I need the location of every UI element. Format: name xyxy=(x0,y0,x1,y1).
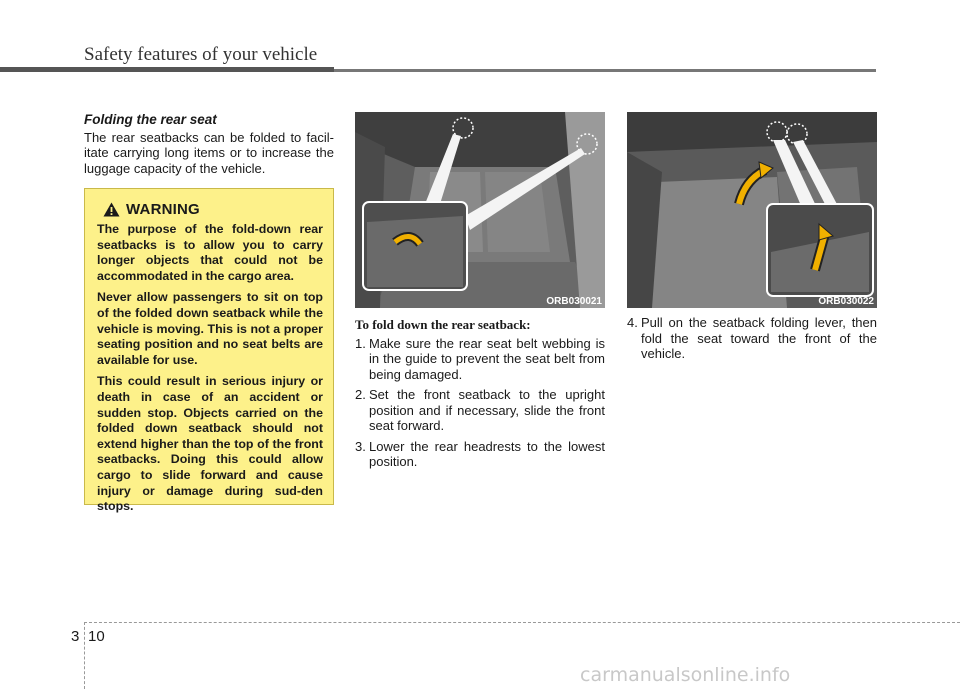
step-number: 3. xyxy=(355,438,366,454)
footer-vertical-rule xyxy=(84,622,85,689)
figure-rear-seat-belt-guide xyxy=(355,112,605,308)
step-text: Set the front seatback to the upright position and if necessary, slide the front seat forward. xyxy=(369,387,605,433)
step-number: 2. xyxy=(355,387,366,402)
step-number: 1. xyxy=(355,335,366,351)
figure-code: ORB030022 xyxy=(818,296,874,307)
watermark: carmanualsonline.info xyxy=(580,664,791,686)
warning-paragraph: The purpose of the fold-down rear seatbacks is to allow you to carry longer objects that could not be accommodated in the cargo area. xyxy=(97,222,323,283)
warning-paragraph: This could result in serious injury or death in case of an accident or sudden stop. Objects carried on the folded down seatback should not extend higher than the top of the front seatbacks. Doing this could allow cargo to slide forward and cause injury or damage during sud-den stops. xyxy=(97,374,323,514)
intro-column xyxy=(84,112,334,176)
section-title: Folding the rear seat xyxy=(84,112,217,127)
step-text: Pull on the seatback folding lever, then fold the seat toward the front of the vehicle. xyxy=(641,315,877,361)
footer-rule xyxy=(84,622,960,623)
procedure-steps xyxy=(627,315,877,362)
procedure-column-continued xyxy=(627,315,877,367)
step-text: Make sure the rear seat belt webbing is in the guide to prevent the seat belt from being damaged. xyxy=(369,335,605,382)
warning-box xyxy=(84,188,334,514)
warning-paragraph: Never allow passengers to sit on top of the folded down seatback while the vehicle is moving. This is not a proper seating position and no seat belts are available for use. xyxy=(97,290,323,367)
procedure-step xyxy=(355,387,605,434)
procedure-step xyxy=(355,336,605,383)
procedure-heading: To fold down the rear seatback: xyxy=(355,317,531,332)
procedure-step xyxy=(355,439,605,470)
page-header-title: Safety features of your vehicle xyxy=(84,44,318,65)
figure-seatback-folding-lever xyxy=(627,112,877,308)
header-rule-thin xyxy=(334,69,876,72)
section-intro: The rear seatbacks can be folded to facil-itate carrying long items or to increase the luggage capacity of the vehicle. xyxy=(84,129,334,176)
procedure-column xyxy=(355,317,605,475)
procedure-steps xyxy=(355,336,605,470)
chapter-number: 3 xyxy=(71,628,80,645)
step-number: 4. xyxy=(627,315,638,330)
page-number: 10 xyxy=(88,628,105,645)
procedure-step xyxy=(627,315,877,362)
warning-title: WARNING xyxy=(126,201,200,218)
rear-seat-illustration xyxy=(355,112,605,308)
header-rule xyxy=(0,67,334,72)
warning-header xyxy=(103,201,323,218)
warning-triangle-icon xyxy=(103,202,120,217)
step-text: Lower the rear headrests to the lowest position. xyxy=(369,438,605,469)
figure-code: ORB030021 xyxy=(546,296,602,307)
seatback-fold-illustration xyxy=(627,112,877,308)
